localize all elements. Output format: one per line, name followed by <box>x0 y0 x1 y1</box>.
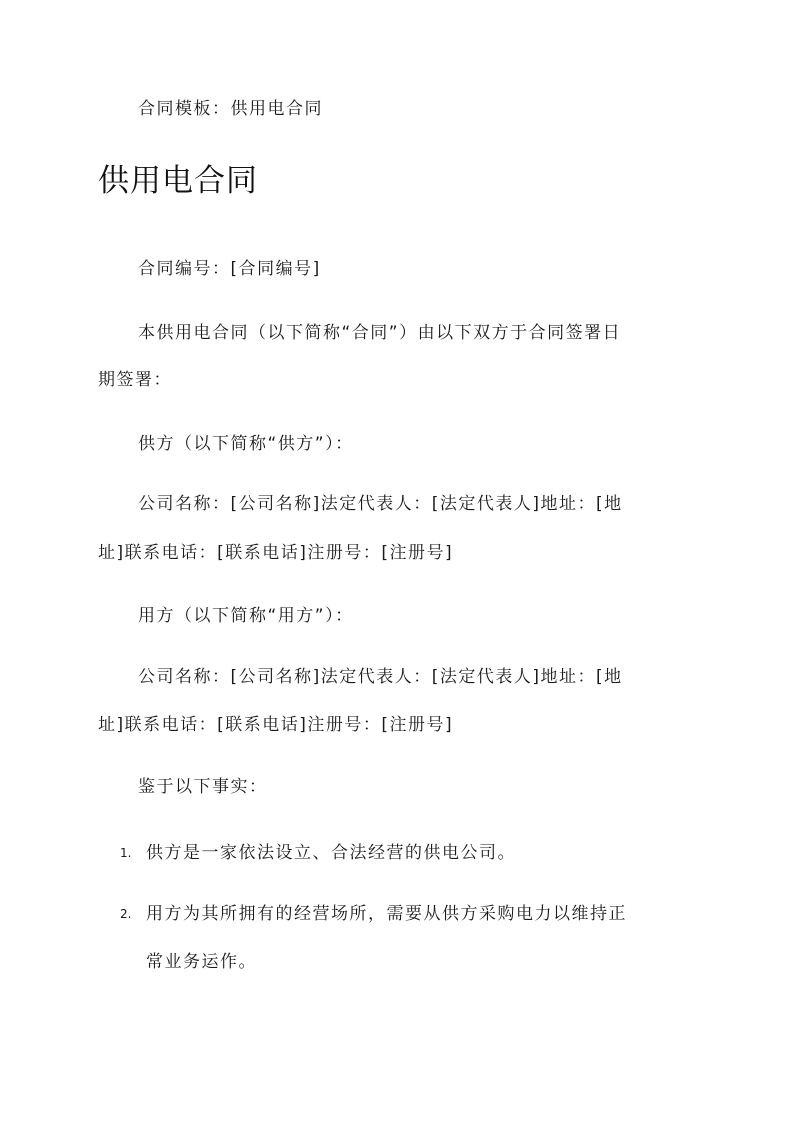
list-item-number: 1. <box>120 846 132 860</box>
supplier-info-line-1: 公司名称：[公司名称]法定代表人：[法定代表人]地址：[地 <box>138 494 623 514</box>
supplier-heading: 供方（以下简称“供方”）： <box>138 434 354 454</box>
intro-line-1: 本供用电合同（以下简称“合同”）由以下双方于合同签署日 <box>138 323 622 343</box>
intro-line-2: 期签署： <box>98 370 172 390</box>
contract-number: 合同编号：[合同编号] <box>138 259 321 279</box>
document-title: 供用电合同 <box>98 163 258 199</box>
user-info-line-2: 址]联系电话：[联系电话]注册号：[注册号] <box>98 715 454 735</box>
user-heading: 用方（以下简称“用方”）： <box>138 606 354 626</box>
list-item-text: 供方是一家依法设立、合法经营的供电公司。 <box>146 843 516 863</box>
list-item-text-continued: 常业务运作。 <box>146 952 257 972</box>
template-header: 合同模板：供用电合同 <box>138 99 323 119</box>
user-info-line-1: 公司名称：[公司名称]法定代表人：[法定代表人]地址：[地 <box>138 667 623 687</box>
list-item-number: 2. <box>120 907 132 921</box>
supplier-info-line-2: 址]联系电话：[联系电话]注册号：[注册号] <box>98 543 454 563</box>
whereas-heading: 鉴于以下事实： <box>138 777 268 797</box>
list-item-text: 用方为其所拥有的经营场所，需要从供方采购电力以维持正 <box>146 904 627 924</box>
